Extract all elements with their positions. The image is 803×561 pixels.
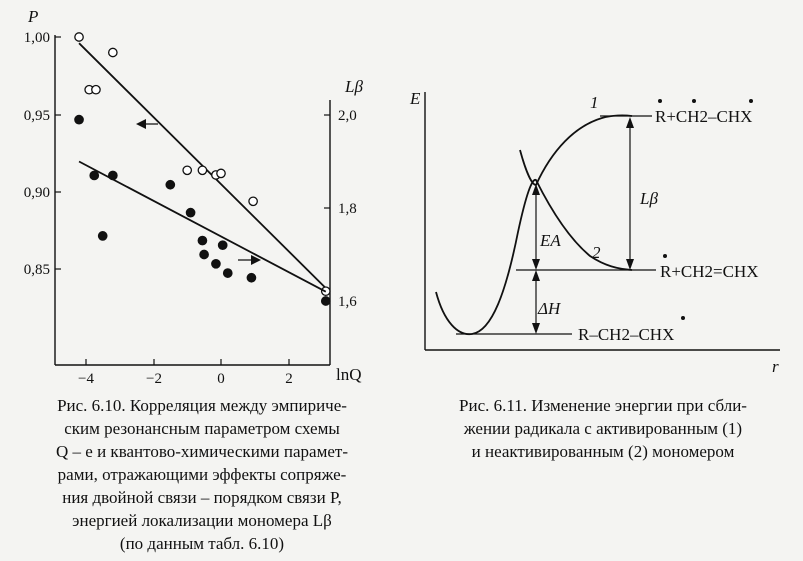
y-left-tick-label: 0,95 (23, 108, 50, 124)
y-left-tick-label: 0,90 (23, 185, 50, 201)
y-right-tick-label: 2,0 (338, 108, 357, 124)
figure-6-11-caption: Рис. 6.11. Изменение энергии при сбли- жении радикала с активированным (1) и неактивированным (2) мономером (459, 396, 747, 461)
filled-data-point (90, 171, 98, 179)
curve-1-label: 1 (590, 93, 599, 112)
open-data-point (183, 166, 191, 174)
energy-axis-label: E (410, 89, 421, 108)
right-y-axis-label: Lβ (345, 77, 363, 96)
l-beta-arrow (626, 117, 634, 270)
x-tick-label: −4 (78, 371, 94, 387)
filled-data-point (200, 250, 208, 258)
x-tick-label: −2 (146, 371, 162, 387)
filled-data-point (99, 232, 107, 240)
x-tick-label: 0 (217, 371, 225, 387)
filled-data-point (75, 115, 83, 123)
scatter-points (75, 33, 330, 305)
y-left-tick-label: 1,00 (23, 30, 50, 46)
figure-6-10-caption: Рис. 6.10. Корреляция между эмпириче- ским резонансным параметром схемы Q – e и квантово-химическими парамет- рами, отражающими эффекты сопряже- ния двойной связи – порядком связи P, энергией локализации мономера Lβ (по данным табл. 6.10) (56, 396, 348, 553)
filled-data-point (247, 274, 255, 282)
open-data-point (92, 86, 100, 94)
x-tick-label: 2 (285, 371, 293, 387)
curve-2-label: 2 (592, 243, 601, 262)
left-axis-arrow (136, 119, 158, 129)
open-data-point (217, 169, 225, 177)
enthalpy-label: ΔH (538, 299, 561, 318)
species-top: R+CH2–CHX (655, 107, 753, 126)
filled-data-point (198, 236, 206, 244)
energy-curve-2 (436, 180, 632, 334)
distance-axis-label: r (772, 357, 779, 376)
y-left-tick-label: 0,85 (23, 262, 50, 278)
open-data-point (75, 33, 83, 41)
open-data-point (109, 48, 117, 56)
y-right-tick-label: 1,6 (338, 294, 357, 310)
open-data-point (198, 166, 206, 174)
filled-data-point (212, 260, 220, 268)
filled-data-point (322, 297, 330, 305)
left-y-axis-label: P (28, 7, 39, 26)
energy-curve-1 (520, 115, 632, 185)
activation-energy-arrow (532, 184, 540, 270)
activation-energy-label: EA (540, 231, 561, 250)
figure-6-10-plot (24, 7, 364, 387)
l-beta-label: Lβ (640, 189, 658, 208)
filled-data-point (224, 269, 232, 277)
x-axis-label: lnQ (336, 365, 362, 384)
filled-data-point (186, 208, 194, 216)
figure-6-11-diagram (409, 89, 780, 376)
filled-data-point (109, 171, 117, 179)
fit-line-filled (79, 162, 326, 292)
species-middle: R+CH2=CHX (660, 262, 759, 281)
filled-data-point (218, 241, 226, 249)
open-data-point (249, 197, 257, 205)
species-bottom: R–CH2–CHX (578, 325, 675, 344)
y-right-tick-label: 1,8 (338, 201, 357, 217)
filled-data-point (166, 181, 174, 189)
